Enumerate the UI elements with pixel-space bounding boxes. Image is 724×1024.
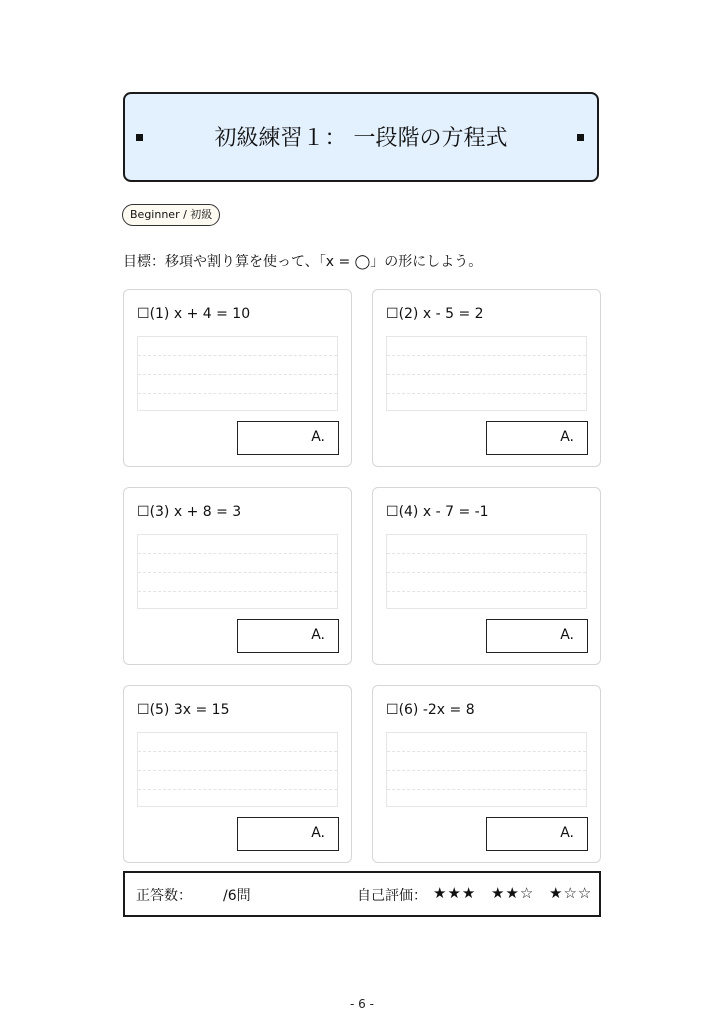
work-area[interactable] [386,336,587,411]
page-title: 初級練習１： 一段階の方程式 [214,126,508,151]
rating-2-stars[interactable]: ★★☆ [491,884,535,902]
answer-box[interactable]: A. [237,817,339,851]
checkbox-icon[interactable]: ☐ [137,504,150,520]
checkbox-icon[interactable]: ☐ [386,306,399,322]
title-box [123,92,599,182]
problem-card-4 [372,487,601,665]
work-area[interactable] [137,336,338,411]
self-eval-label: 自己評価： [357,888,427,904]
answer-box[interactable]: A. [486,817,588,851]
page-number: - 6 - [350,997,374,1011]
problem-card-5 [123,685,352,863]
problem-card-3 [123,487,352,665]
checkbox-icon[interactable]: ☐ [137,702,150,718]
work-area[interactable] [386,732,587,807]
problem-label: ☐(1) x + 4 = 10 [137,306,251,322]
work-area[interactable] [137,732,338,807]
problem-label: ☐(3) x + 8 = 3 [137,504,242,520]
problem-label: ☐(2) x - 5 = 2 [386,306,484,322]
work-area[interactable] [386,534,587,609]
checkbox-icon[interactable]: ☐ [137,306,150,322]
problem-card-6 [372,685,601,863]
problem-label: ☐(5) 3x = 15 [137,702,230,718]
score-footer [123,871,601,917]
answer-box[interactable]: A. [486,619,588,653]
goal-text: 目標：移項や割り算を使って、「x = ◯」の形にしよう。 [123,254,483,270]
score-total: /6問 [223,888,251,904]
answer-box[interactable]: A. [237,421,339,455]
checkbox-icon[interactable]: ☐ [386,504,399,520]
checkbox-icon[interactable]: ☐ [386,702,399,718]
level-badge: Beginner / 初級 [122,204,220,226]
answer-box[interactable]: A. [237,619,339,653]
rating-1-star[interactable]: ★☆☆ [549,884,593,902]
bullet-icon [577,134,584,141]
problem-label: ☐(6) -2x = 8 [386,702,475,718]
rating-3-stars[interactable]: ★★★ [433,884,477,902]
answer-box[interactable]: A. [486,421,588,455]
problem-label: ☐(4) x - 7 = -1 [386,504,489,520]
work-area[interactable] [137,534,338,609]
problem-card-1 [123,289,352,467]
problem-card-2 [372,289,601,467]
score-label: 正答数： [136,888,192,904]
